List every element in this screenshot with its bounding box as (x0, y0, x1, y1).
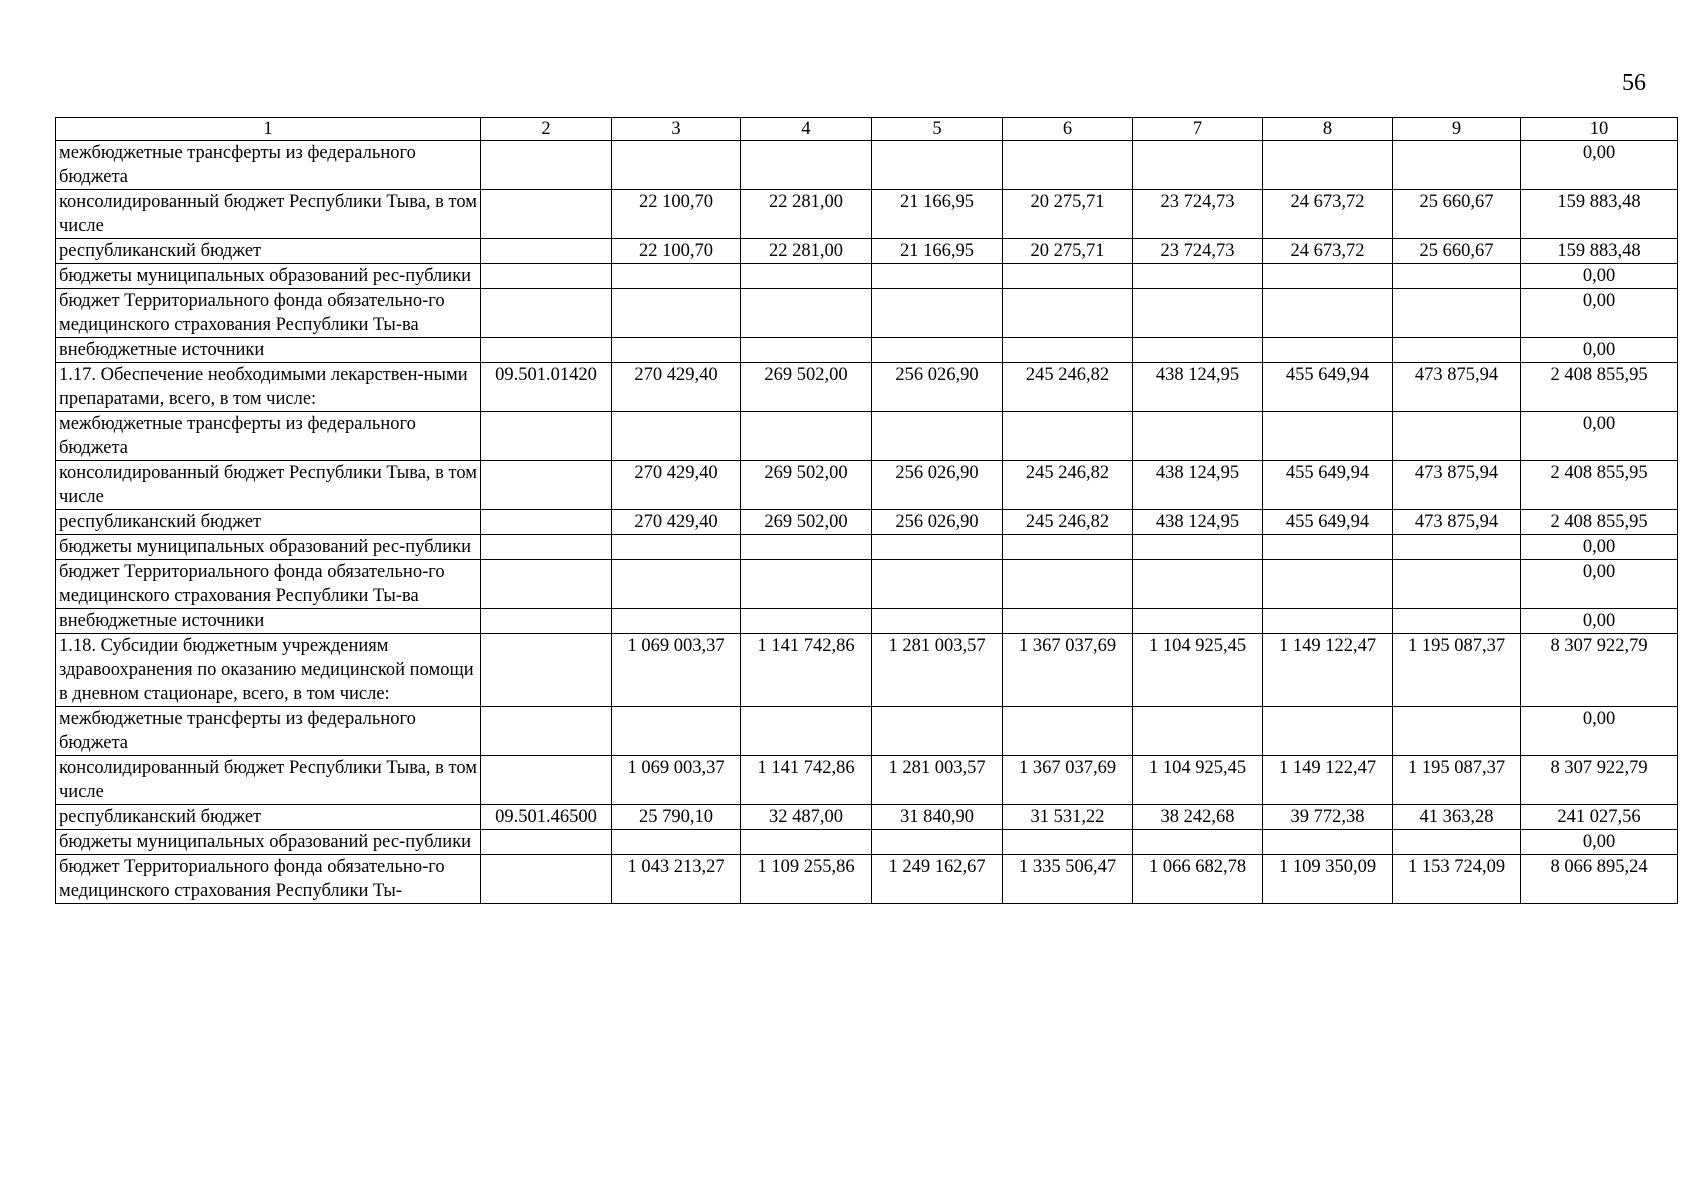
total-cell: 0,00 (1521, 289, 1678, 338)
value-cell (872, 412, 1003, 461)
row-label: республиканский бюджет (56, 805, 481, 830)
value-cell (1003, 338, 1133, 363)
header-row (56, 118, 1678, 141)
table-row (56, 634, 1678, 707)
value-cell: 25 790,10 (612, 805, 741, 830)
value-cell: 1 281 003,57 (872, 634, 1003, 707)
column-header: 2 (481, 118, 612, 141)
table-row (56, 338, 1678, 363)
value-cell: 473 875,94 (1393, 461, 1521, 510)
value-cell (612, 412, 741, 461)
budget-code (481, 412, 612, 461)
budget-code (481, 707, 612, 756)
table-row (56, 805, 1678, 830)
total-cell: 2 408 855,95 (1521, 461, 1678, 510)
total-cell: 2 408 855,95 (1521, 510, 1678, 535)
value-cell (1003, 289, 1133, 338)
value-cell (872, 264, 1003, 289)
value-cell (1263, 264, 1393, 289)
value-cell (1263, 338, 1393, 363)
value-cell (1263, 560, 1393, 609)
value-cell (1393, 830, 1521, 855)
value-cell: 269 502,00 (741, 363, 872, 412)
value-cell (872, 830, 1003, 855)
value-cell (872, 289, 1003, 338)
table-row (56, 289, 1678, 338)
value-cell: 1 141 742,86 (741, 756, 872, 805)
value-cell: 473 875,94 (1393, 363, 1521, 412)
value-cell: 25 660,67 (1393, 190, 1521, 239)
value-cell (612, 141, 741, 190)
value-cell: 1 149 122,47 (1263, 756, 1393, 805)
value-cell (1393, 412, 1521, 461)
value-cell (1133, 609, 1263, 634)
value-cell (741, 560, 872, 609)
value-cell: 23 724,73 (1133, 239, 1263, 264)
value-cell (1263, 707, 1393, 756)
row-label: бюджет Территориального фонда обязательно-го медицинского страхования Республики Ты-ва (56, 289, 481, 338)
row-label: 1.17. Обеспечение необходимыми лекарствен-ными препаратами, всего, в том числе: (56, 363, 481, 412)
budget-code: 09.501.01420 (481, 363, 612, 412)
value-cell: 245 246,82 (1003, 461, 1133, 510)
value-cell (1263, 609, 1393, 634)
budget-code (481, 756, 612, 805)
value-cell (872, 609, 1003, 634)
value-cell (741, 609, 872, 634)
value-cell: 1 149 122,47 (1263, 634, 1393, 707)
value-cell: 1 069 003,37 (612, 634, 741, 707)
row-label: консолидированный бюджет Республики Тыва, в том числе (56, 461, 481, 510)
value-cell (1393, 264, 1521, 289)
budget-code (481, 830, 612, 855)
budget-code (481, 338, 612, 363)
row-label: республиканский бюджет (56, 510, 481, 535)
value-cell (872, 535, 1003, 560)
value-cell (612, 264, 741, 289)
table-row (56, 707, 1678, 756)
value-cell (741, 707, 872, 756)
total-cell: 0,00 (1521, 141, 1678, 190)
value-cell (1393, 141, 1521, 190)
value-cell: 269 502,00 (741, 510, 872, 535)
value-cell: 1 066 682,78 (1133, 855, 1263, 904)
column-header: 7 (1133, 118, 1263, 141)
value-cell: 20 275,71 (1003, 239, 1133, 264)
value-cell: 21 166,95 (872, 190, 1003, 239)
row-label: 1.18. Субсидии бюджетным учреждениям здравоохранения по оказанию медицинской помощи в дневном стационаре, всего, в том числе: (56, 634, 481, 707)
value-cell (612, 289, 741, 338)
column-header: 3 (612, 118, 741, 141)
total-cell: 0,00 (1521, 412, 1678, 461)
value-cell: 1 153 724,09 (1393, 855, 1521, 904)
table-row (56, 461, 1678, 510)
budget-code (481, 510, 612, 535)
value-cell (612, 707, 741, 756)
value-cell (1003, 830, 1133, 855)
value-cell: 31 531,22 (1003, 805, 1133, 830)
table-row (56, 830, 1678, 855)
table-body (56, 141, 1678, 904)
value-cell (741, 289, 872, 338)
value-cell (1133, 289, 1263, 338)
table-row (56, 560, 1678, 609)
total-cell: 159 883,48 (1521, 239, 1678, 264)
value-cell: 1 335 506,47 (1003, 855, 1133, 904)
budget-code (481, 141, 612, 190)
value-cell (1133, 535, 1263, 560)
row-label: внебюджетные источники (56, 338, 481, 363)
total-cell: 8 066 895,24 (1521, 855, 1678, 904)
value-cell (1263, 141, 1393, 190)
table-row (56, 141, 1678, 190)
total-cell: 0,00 (1521, 338, 1678, 363)
value-cell (1393, 560, 1521, 609)
value-cell: 1 195 087,37 (1393, 634, 1521, 707)
value-cell (1133, 141, 1263, 190)
row-label: межбюджетные трансферты из федерального бюджета (56, 141, 481, 190)
budget-code (481, 560, 612, 609)
value-cell (1393, 535, 1521, 560)
value-cell (1003, 264, 1133, 289)
budget-code (481, 855, 612, 904)
value-cell: 455 649,94 (1263, 363, 1393, 412)
value-cell: 1 043 213,27 (612, 855, 741, 904)
value-cell: 256 026,90 (872, 510, 1003, 535)
value-cell: 1 195 087,37 (1393, 756, 1521, 805)
row-label: бюджеты муниципальных образований рес-публики (56, 830, 481, 855)
value-cell: 39 772,38 (1263, 805, 1393, 830)
value-cell (1003, 609, 1133, 634)
column-header: 6 (1003, 118, 1133, 141)
value-cell (1133, 338, 1263, 363)
budget-code (481, 190, 612, 239)
value-cell: 455 649,94 (1263, 461, 1393, 510)
table-row (56, 264, 1678, 289)
value-cell: 1 104 925,45 (1133, 756, 1263, 805)
value-cell: 1 367 037,69 (1003, 756, 1133, 805)
value-cell: 1 367 037,69 (1003, 634, 1133, 707)
value-cell: 22 281,00 (741, 239, 872, 264)
value-cell (872, 560, 1003, 609)
row-label: консолидированный бюджет Республики Тыва, в том числе (56, 756, 481, 805)
column-header: 9 (1393, 118, 1521, 141)
value-cell (612, 338, 741, 363)
value-cell: 438 124,95 (1133, 363, 1263, 412)
row-label: внебюджетные источники (56, 609, 481, 634)
value-cell: 31 840,90 (872, 805, 1003, 830)
value-cell (1393, 289, 1521, 338)
total-cell: 8 307 922,79 (1521, 756, 1678, 805)
value-cell (1393, 707, 1521, 756)
value-cell: 1 141 742,86 (741, 634, 872, 707)
row-label: бюджет Территориального фонда обязательно-го медицинского страхования Республики Ты- (56, 855, 481, 904)
value-cell (612, 609, 741, 634)
value-cell (1263, 535, 1393, 560)
value-cell (1133, 560, 1263, 609)
value-cell: 1 281 003,57 (872, 756, 1003, 805)
value-cell: 22 100,70 (612, 239, 741, 264)
row-label: бюджеты муниципальных образований рес-публики (56, 535, 481, 560)
value-cell: 269 502,00 (741, 461, 872, 510)
budget-code (481, 264, 612, 289)
value-cell: 455 649,94 (1263, 510, 1393, 535)
value-cell (612, 830, 741, 855)
row-label: бюджет Территориального фонда обязательно-го медицинского страхования Республики Ты-ва (56, 560, 481, 609)
value-cell: 32 487,00 (741, 805, 872, 830)
total-cell: 241 027,56 (1521, 805, 1678, 830)
total-cell: 0,00 (1521, 264, 1678, 289)
table-row (56, 239, 1678, 264)
value-cell (741, 338, 872, 363)
value-cell: 270 429,40 (612, 510, 741, 535)
table-row (56, 412, 1678, 461)
column-header: 8 (1263, 118, 1393, 141)
row-label: консолидированный бюджет Республики Тыва, в том числе (56, 190, 481, 239)
value-cell (1133, 412, 1263, 461)
total-cell: 159 883,48 (1521, 190, 1678, 239)
budget-code (481, 535, 612, 560)
value-cell (1003, 141, 1133, 190)
budget-code (481, 289, 612, 338)
value-cell: 256 026,90 (872, 363, 1003, 412)
value-cell (741, 264, 872, 289)
value-cell: 270 429,40 (612, 363, 741, 412)
total-cell: 2 408 855,95 (1521, 363, 1678, 412)
row-label: бюджеты муниципальных образований рес-публики (56, 264, 481, 289)
value-cell (1133, 264, 1263, 289)
value-cell (1263, 830, 1393, 855)
column-header: 10 (1521, 118, 1678, 141)
budget-code (481, 461, 612, 510)
value-cell (1393, 338, 1521, 363)
value-cell: 25 660,67 (1393, 239, 1521, 264)
value-cell: 438 124,95 (1133, 510, 1263, 535)
value-cell (1003, 412, 1133, 461)
value-cell: 38 242,68 (1133, 805, 1263, 830)
value-cell (741, 535, 872, 560)
table-row (56, 609, 1678, 634)
row-label: межбюджетные трансферты из федерального бюджета (56, 707, 481, 756)
value-cell: 1 109 255,86 (741, 855, 872, 904)
value-cell (1263, 412, 1393, 461)
value-cell: 1 249 162,67 (872, 855, 1003, 904)
value-cell (741, 141, 872, 190)
value-cell (612, 535, 741, 560)
value-cell: 20 275,71 (1003, 190, 1133, 239)
column-header: 4 (741, 118, 872, 141)
column-header: 1 (56, 118, 481, 141)
value-cell: 22 100,70 (612, 190, 741, 239)
total-cell: 0,00 (1521, 535, 1678, 560)
value-cell: 473 875,94 (1393, 510, 1521, 535)
value-cell (1133, 707, 1263, 756)
value-cell: 270 429,40 (612, 461, 741, 510)
table-row (56, 535, 1678, 560)
value-cell (1003, 560, 1133, 609)
total-cell: 0,00 (1521, 707, 1678, 756)
value-cell: 1 109 350,09 (1263, 855, 1393, 904)
total-cell: 0,00 (1521, 609, 1678, 634)
page-number: 56 (1622, 70, 1646, 96)
table-row (56, 363, 1678, 412)
value-cell: 23 724,73 (1133, 190, 1263, 239)
value-cell: 256 026,90 (872, 461, 1003, 510)
value-cell: 22 281,00 (741, 190, 872, 239)
value-cell (872, 338, 1003, 363)
budget-code (481, 609, 612, 634)
value-cell (741, 412, 872, 461)
budget-code (481, 239, 612, 264)
table-row (56, 190, 1678, 239)
budget-code (481, 634, 612, 707)
value-cell (872, 707, 1003, 756)
value-cell: 245 246,82 (1003, 363, 1133, 412)
value-cell: 21 166,95 (872, 239, 1003, 264)
value-cell: 41 363,28 (1393, 805, 1521, 830)
value-cell (1393, 609, 1521, 634)
value-cell: 1 069 003,37 (612, 756, 741, 805)
column-header: 5 (872, 118, 1003, 141)
budget-table (55, 117, 1678, 904)
total-cell: 0,00 (1521, 560, 1678, 609)
value-cell: 1 104 925,45 (1133, 634, 1263, 707)
row-label: республиканский бюджет (56, 239, 481, 264)
table-row (56, 855, 1678, 904)
table-row (56, 756, 1678, 805)
table-row (56, 510, 1678, 535)
value-cell (741, 830, 872, 855)
value-cell (1133, 830, 1263, 855)
total-cell: 0,00 (1521, 830, 1678, 855)
value-cell: 438 124,95 (1133, 461, 1263, 510)
value-cell (1263, 289, 1393, 338)
total-cell: 8 307 922,79 (1521, 634, 1678, 707)
row-label: межбюджетные трансферты из федерального бюджета (56, 412, 481, 461)
value-cell (872, 141, 1003, 190)
budget-code: 09.501.46500 (481, 805, 612, 830)
value-cell (1003, 707, 1133, 756)
value-cell: 245 246,82 (1003, 510, 1133, 535)
value-cell (1003, 535, 1133, 560)
value-cell: 24 673,72 (1263, 190, 1393, 239)
value-cell: 24 673,72 (1263, 239, 1393, 264)
value-cell (612, 560, 741, 609)
